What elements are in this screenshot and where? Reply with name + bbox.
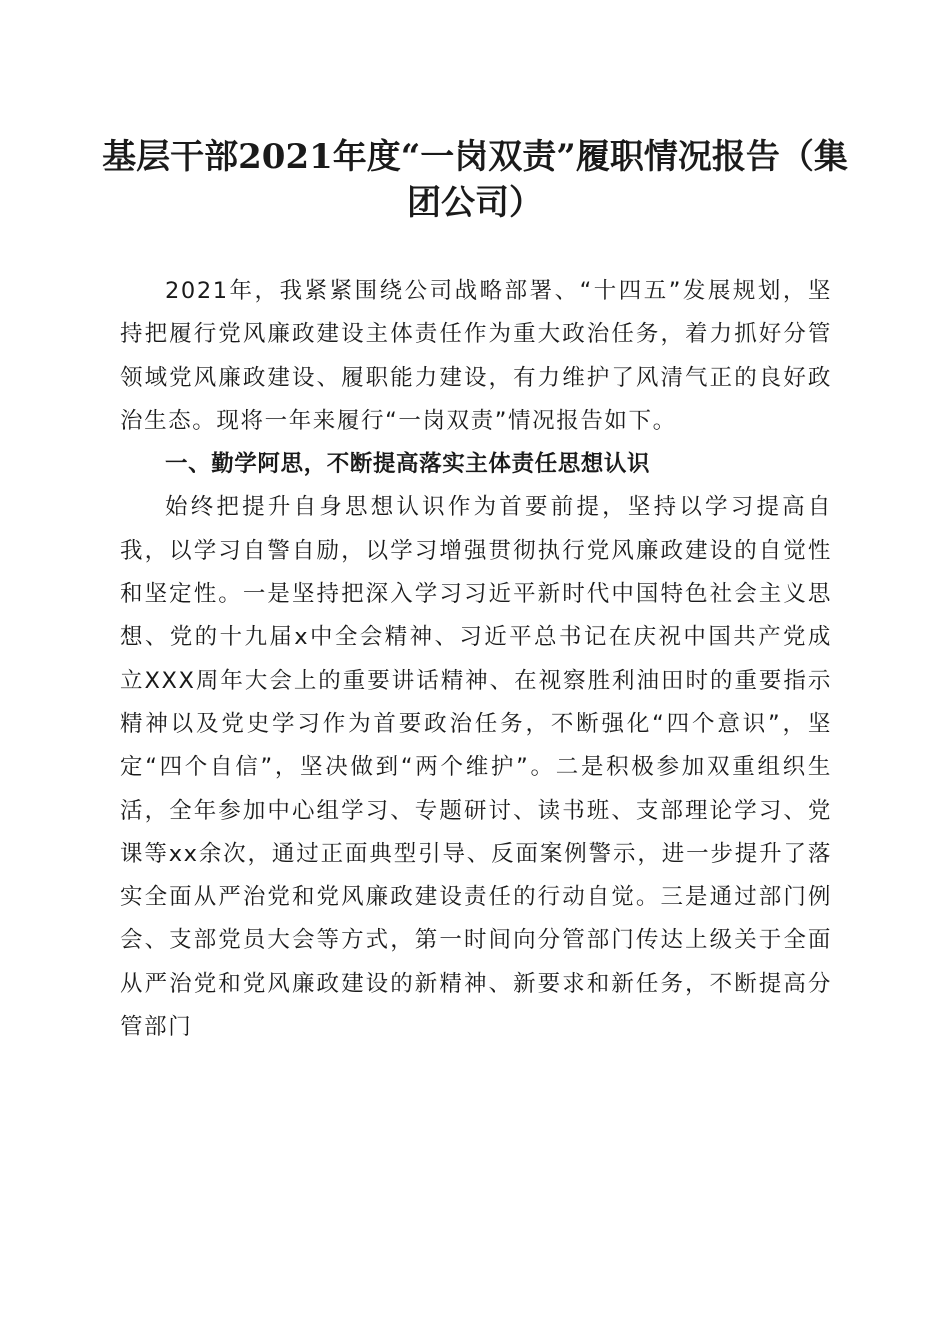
document-title: 基层干部2021年度“一岗双责”履职情况报告（集团公司） [102, 137, 848, 223]
section-heading: 一、勤学阿思，不断提高落实主体责任思想认识 [165, 451, 651, 478]
intro-paragraph: 2021年，我紧紧围绕公司战略部署、“十四五”发展规划，坚持把履行党风廉政建设主体责任作为重大政治任务，着力抓好分管领域党风廉政建设、履职能力建设，有力维护了风清气正的良好政治生态。现将一年来履行“一岗双责”情况报告如下。 [120, 278, 832, 434]
section-paragraph: 始终把提升自身思想认识作为首要前提，坚持以学习提高自我，以学习自警自励，以学习增强贯彻执行党风廉政建设的自觉性和坚定性。一是坚持把深入学习习近平新时代中国特色社会主义思想、党的十九届x中全会精神、习近平总书记在庆祝中国共产党成立XXX周年大会上的重要讲话精神、在视察胜利油田时的重要指示精神以及党史学习作为首要政治任务，不断强化“四个意识”，坚定“四个自信”，坚决做到“两个维护”。二是积极参加双重组织生活，全年参加中心组学习、专题研讨、读书班、支部理论学习、党课等xx余次，通过正面典型引导、反面案例警示，进一步提升了落实全面从严治党和党风廉政建设责任的行动自觉。三是通过部门例会、支部党员大会等方式，第一时间向分管部门传达上级关于全面从严治党和党风廉政建设的新精神、新要求和新任务，不断提高分管部门 [120, 494, 832, 1041]
document-body [120, 270, 832, 1049]
